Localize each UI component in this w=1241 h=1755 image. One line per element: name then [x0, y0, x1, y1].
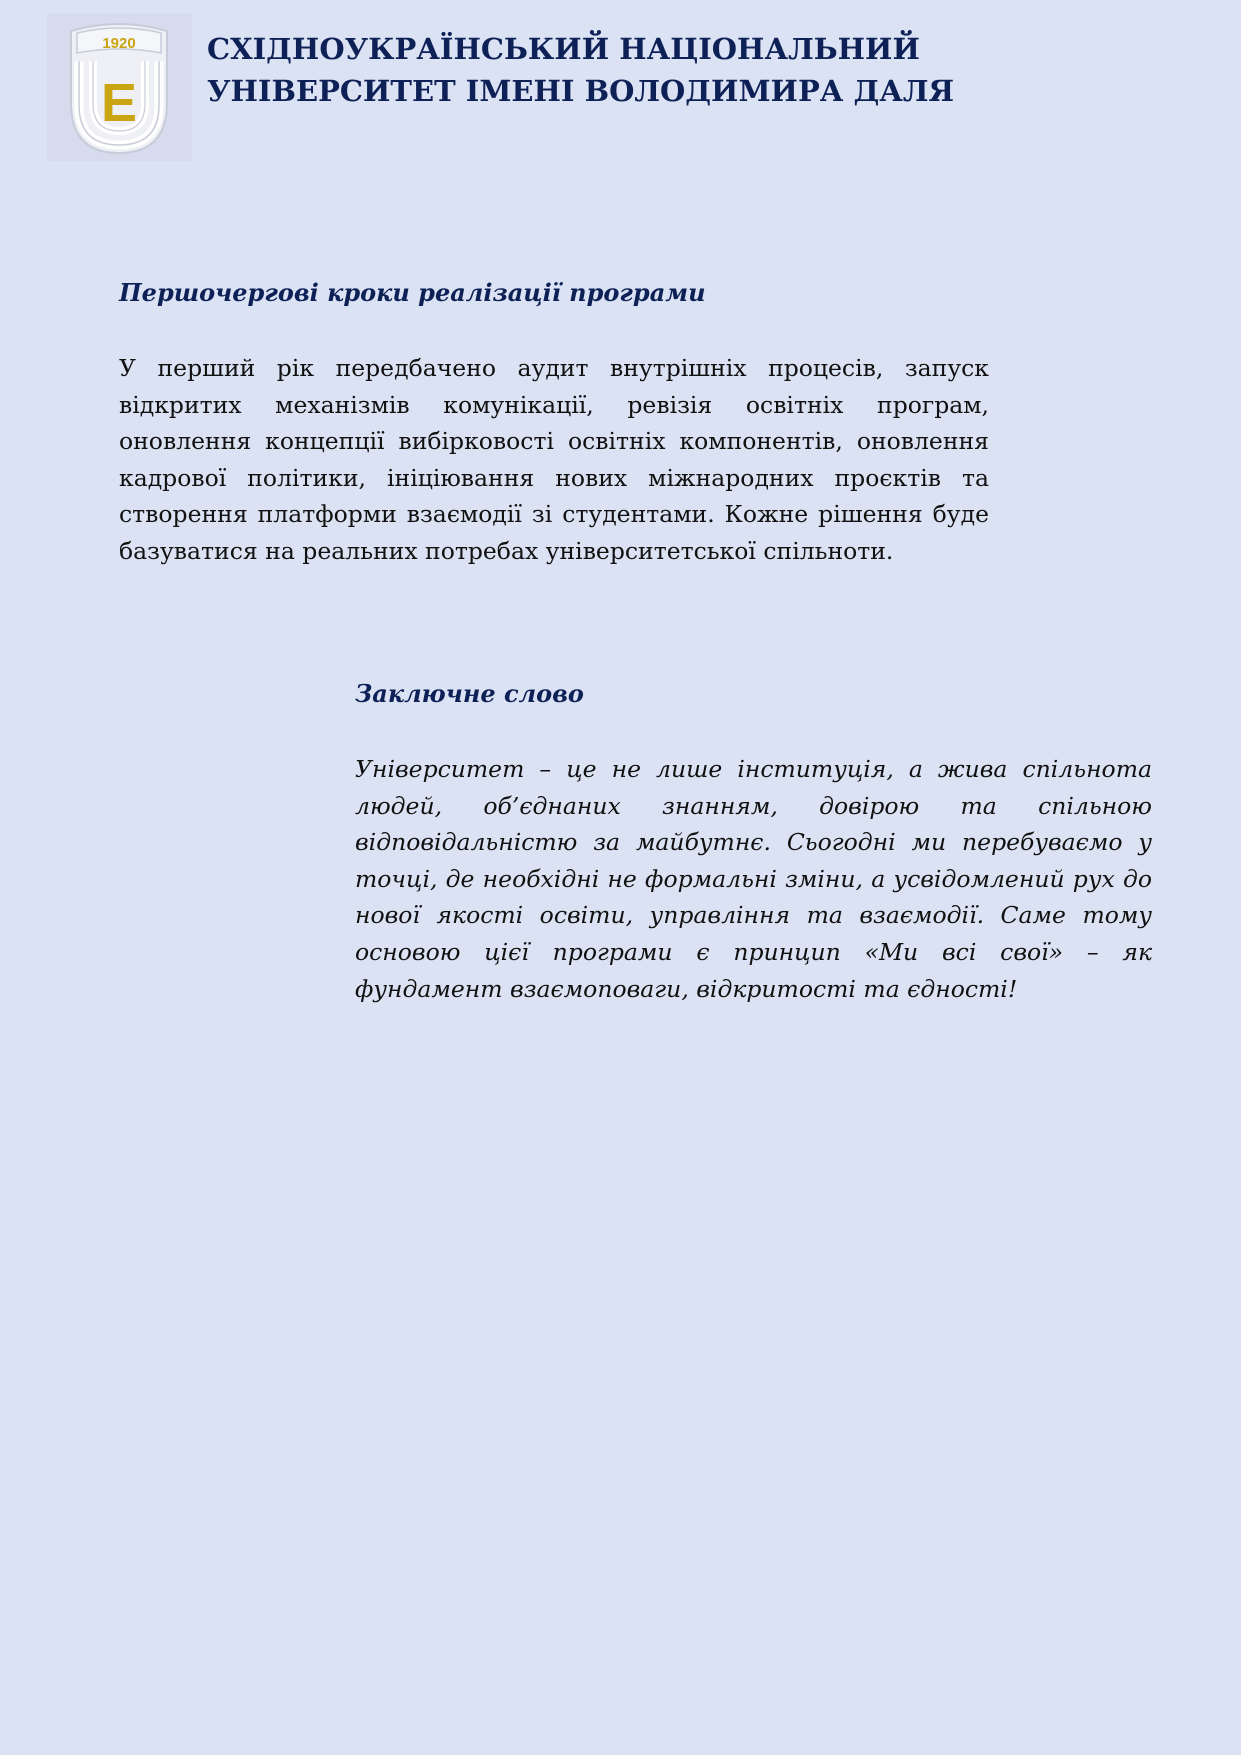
university-name-line1: СХІДНОУКРАЇНСЬКИЙ НАЦІОНАЛЬНИЙ [207, 32, 920, 66]
emblem-year: 1920 [102, 35, 136, 52]
section-heading-closing-word: Заключне слово [355, 679, 584, 708]
university-emblem-icon [47, 13, 192, 161]
emblem-letter: Е [100, 73, 138, 133]
university-name-line2: УНІВЕРСИТЕТ ІМЕНІ ВОЛОДИМИРА ДАЛЯ [207, 74, 955, 108]
section-body-closing-word: Університет – це не лише інституція, а жива спільнота людей, об’єднаних знанням, довірою та спільною відповідальністю за майбутнє. Сьогодні ми перебуваємо у точці, де необхідні не формальні зміни, а усвідомлений рух до нової якості освіти, управління та взаємодії. Саме тому основою цієї програми є принцип «Ми всі свої» – як фундамент взаємоповаги, відкритості та єдності! [355, 755, 1152, 1003]
section-body-first-steps: У перший рік передбачено аудит внутрішніх процесів, запуск відкритих механізмів комунікації, ревізія освітніх програм, оновлення концепції вибірковості освітніх компонентів, оновлення кадрової політики, ініціювання нових міжнародних проєктів та створення платформи взаємодії зі студентами. Кожне рішення буде базуватися на реальних потребах університетської спільноти. [119, 354, 989, 565]
university-name [207, 28, 954, 112]
section-heading-first-steps: Першочергові кроки реалізації програми [119, 278, 706, 307]
